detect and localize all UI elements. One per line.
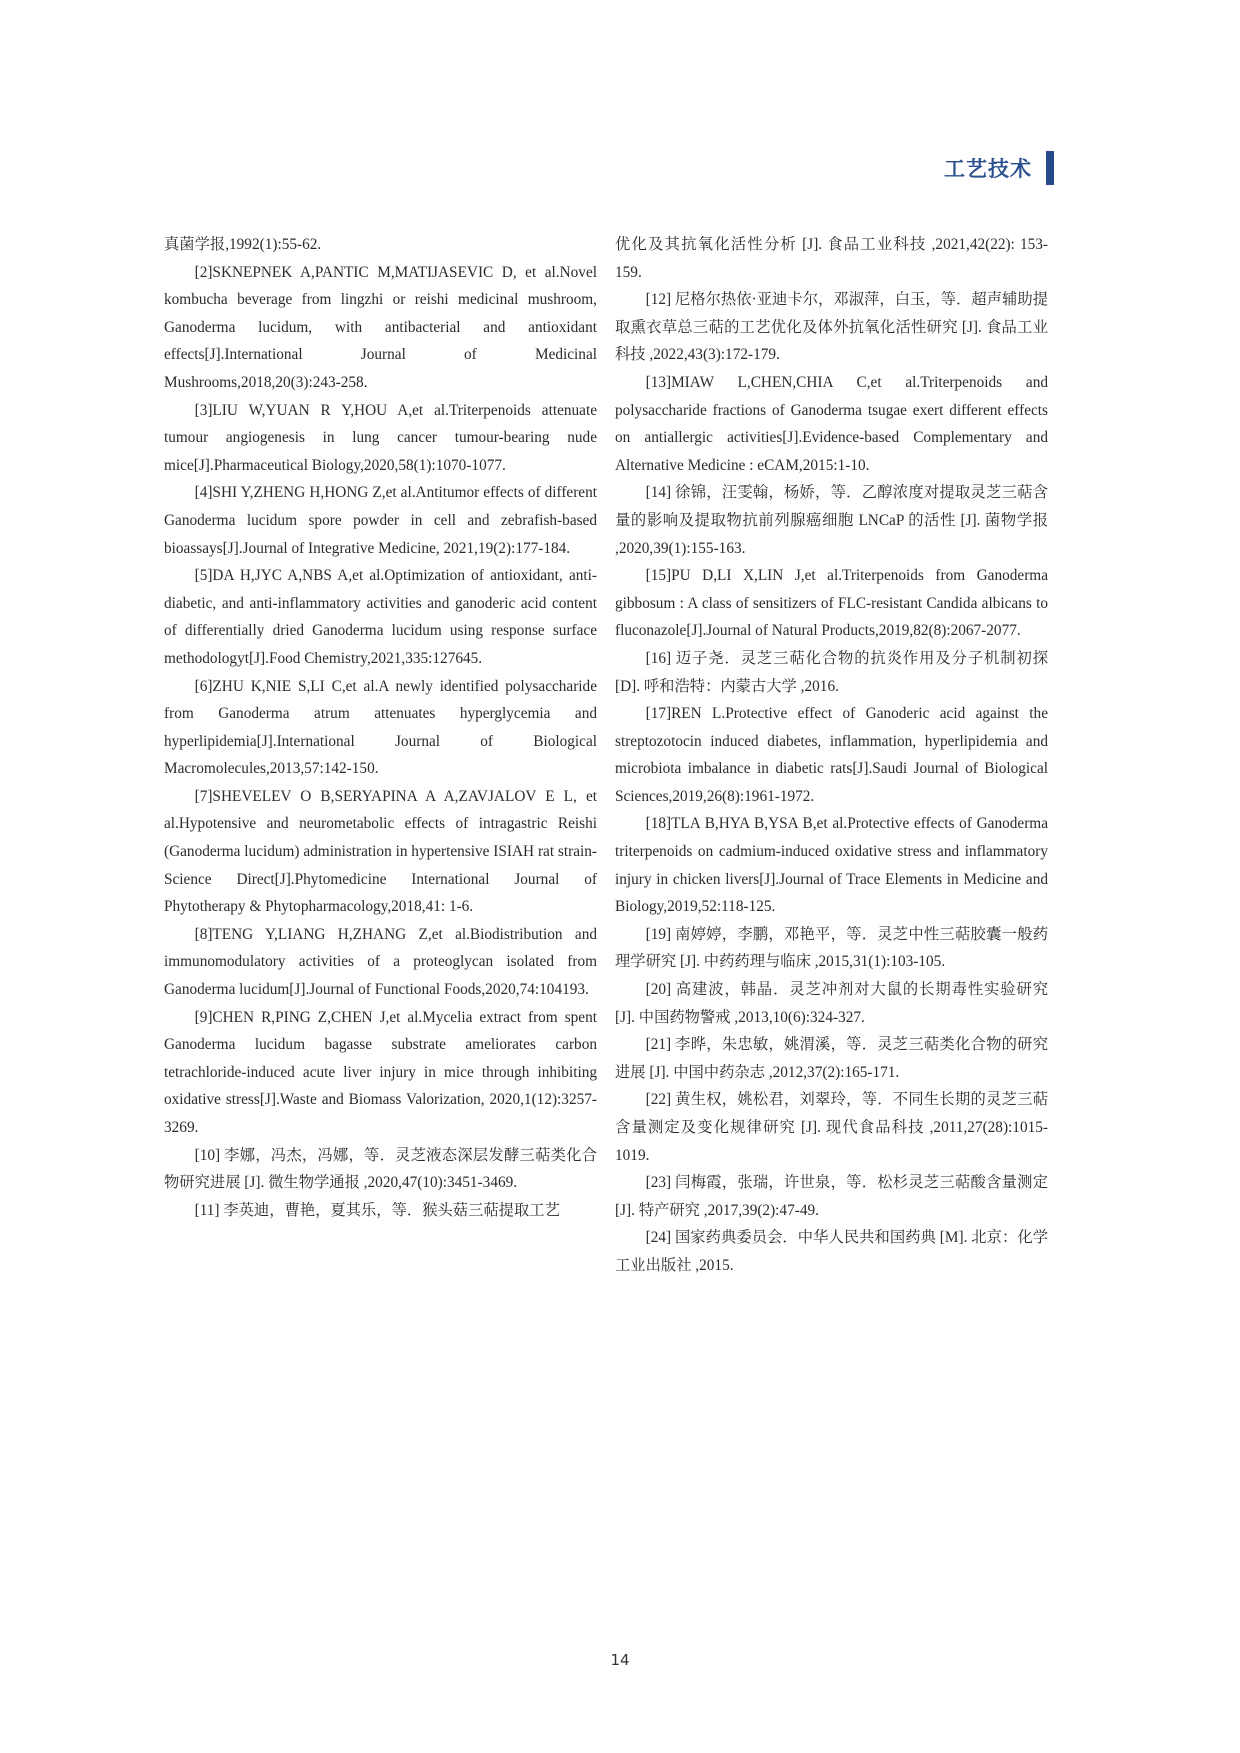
reference-entry: [8]TENG Y,LIANG H,ZHANG Z,et al.Biodistribution and immunomodulatory activities of a proteoglycan isolated from Ganoderma lucidum[J].Journal of Functional Foods,2020,74:104193. xyxy=(164,925,597,999)
reference-entry: [14] 徐锦，汪雯翰，杨娇，等．乙醇浓度对提取灵芝三萜含量的影响及提取物抗前列腺癌细胞 LNCaP 的活性 [J]. 菌物学报 ,2020,39(1):155-163. xyxy=(615,484,1048,557)
reference-entry: [18]TLA B,HYA B,YSA B,et al.Protective effects of Ganoderma triterpenoids on cadmium-induced oxidative stress and inflammatory injury in chicken livers[J].Journal of Trace Elements in Medicine and Biology,2019,52:118-125. xyxy=(615,815,1048,916)
reference-entry: [17]REN L.Protective effect of Ganoderic acid against the streptozotocin induced diabetes, inflammation, hyperlipidemia and microbiota imbalance in diabetic rats[J].Saudi Journal of Biological Sciences,2019,26(8):1961-1972. xyxy=(615,705,1048,805)
reference-entry: [6]ZHU K,NIE S,LI C,et al.A newly identified polysaccharide from Ganoderma atrum attenuates hyperglycemia and hyperlipidemia[J].International Journal of Biological Macromolecules,2013,57:142-150. xyxy=(164,677,597,778)
reference-entry: [20] 高建波，韩晶．灵芝冲剂对大鼠的长期毒性实验研究 [J]. 中国药物警戒 ,2013,10(6):324-327. xyxy=(615,981,1048,1026)
reference-entry: [3]LIU W,YUAN R Y,HOU A,et al.Triterpenoids attenuate tumour angiogenesis in lung cancer tumour-bearing nude mice[J].Pharmaceutical Biology,2020,58(1):1070-1077. xyxy=(164,401,597,474)
reference-entry: [5]DA H,JYC A,NBS A,et al.Optimization of antioxidant, anti-diabetic, and anti-inflammatory activities and ganoderic acid content of differentially dried Ganoderma lucidum using response surface methodologyt[J].Food Chemistry,2021,335:127645. xyxy=(164,567,597,667)
reference-entry: [13]MIAW L,CHEN,CHIA C,et al.Triterpenoids and polysaccharide fractions of Ganoderma tsugae exert different effects on antiallergic activities[J].Evidence-based Complementary and Alternative Medicine : eCAM,2015:1-10. xyxy=(615,373,1048,474)
reference-entry: [15]PU D,LI X,LIN J,et al.Triterpenoids from Ganoderma gibbosum : A class of sensitizers of FLC-resistant Candida albicans to fluconazole[J].Journal of Natural Products,2019,82(8):2067-2077. xyxy=(615,567,1048,640)
reference-entry: [24] 国家药典委员会．中华人民共和国药典 [M]. 北京：化学工业出版社 ,2015. xyxy=(615,1229,1048,1274)
reference-entry: [16] 迈子尧．灵芝三萜化合物的抗炎作用及分子机制初探 [D]. 呼和浩特：内蒙古大学 ,2016. xyxy=(615,649,1048,695)
reference-entry: [9]CHEN R,PING Z,CHEN J,et al.Mycelia extract from spent Ganoderma lucidum bagasse substrate ameliorates carbon tetrachloride-induced acute liver injury in mice through inhibiting oxidative stress[J].Waste and Biomass Valorization, 2020,1(12):3257-3269. xyxy=(164,1008,597,1136)
header-accent-bar xyxy=(1046,151,1054,185)
reference-entry: [2]SKNEPNEK A,PANTIC M,MATIJASEVIC D, et al.Novel kombucha beverage from lingzhi or reishi medicinal mushroom, Ganoderma lucidum, with antibacterial and antioxidant effects[J].International Journal of Medicinal Mushrooms,2018,20(3):243-258. xyxy=(164,263,597,391)
reference-entry: 优化及其抗氧化活性分析 [J]. 食品工业科技 ,2021,42(22): 153-159. xyxy=(615,236,1048,281)
reference-entry: [11] 李英迪，曹艳，夏其乐，等．猴头菇三萜提取工艺 xyxy=(194,1201,560,1219)
reference-entry: [22] 黄生权，姚松君，刘翠玲，等．不同生长期的灵芝三萜含量测定及变化规律研究 [J]. 现代食品科技 ,2011,27(28):1015-1019. xyxy=(615,1091,1048,1164)
page-header xyxy=(944,150,1054,186)
references-left-column xyxy=(164,231,597,1224)
reference-entry: [10] 李娜，冯杰，冯娜，等．灵芝液态深层发酵三萜类化合物研究进展 [J]. 微生物学通报 ,2020,47(10):3451-3469. xyxy=(164,1146,597,1192)
references-right-column xyxy=(615,231,1048,1280)
reference-entry: [21] 李晔，朱忠敏，姚渭溪，等．灵芝三萜类化合物的研究进展 [J]. 中国中药杂志 ,2012,37(2):165-171. xyxy=(615,1036,1048,1081)
reference-entry: [23] 闫梅霞，张瑞，许世泉，等．松杉灵芝三萜酸含量测定 [J]. 特产研究 ,2017,39(2):47-49. xyxy=(615,1174,1048,1219)
reference-entry: [19] 南婷婷，李鹏，邓艳平，等．灵芝中性三萜胶囊一般药理学研究 [J]. 中药药理与临床 ,2015,31(1):103-105. xyxy=(615,925,1048,971)
reference-entry: [7]SHEVELEV O B,SERYAPINA A A,ZAVJALOV E L, et al.Hypotensive and neurometabolic effects of intragastric Reishi (Ganoderma lucidum) administration in hypertensive ISIAH rat strain-Science Direct[J].Phytomedicine International Journal of Phytotherapy & Phytopharmacology,2018,41: 1-6. xyxy=(164,787,597,916)
reference-entry: [12] 尼格尔热依·亚迪卡尔，邓淑萍，白玉，等．超声辅助提取熏衣草总三萜的工艺优化及体外抗氧化活性研究 [J]. 食品工业科技 ,2022,43(3):172-179. xyxy=(615,291,1048,364)
reference-entry: 真菌学报,1992(1):55-62. xyxy=(164,236,322,253)
page-number: 14 xyxy=(610,1651,630,1669)
section-title: 工艺技术 xyxy=(944,157,1032,181)
reference-entry: [4]SHI Y,ZHENG H,HONG Z,et al.Antitumor effects of different Ganoderma lucidum spore powder in cell and zebrafish-based bioassays[J].Journal of Integrative Medicine, 2021,19(2):177-184. xyxy=(164,484,597,557)
